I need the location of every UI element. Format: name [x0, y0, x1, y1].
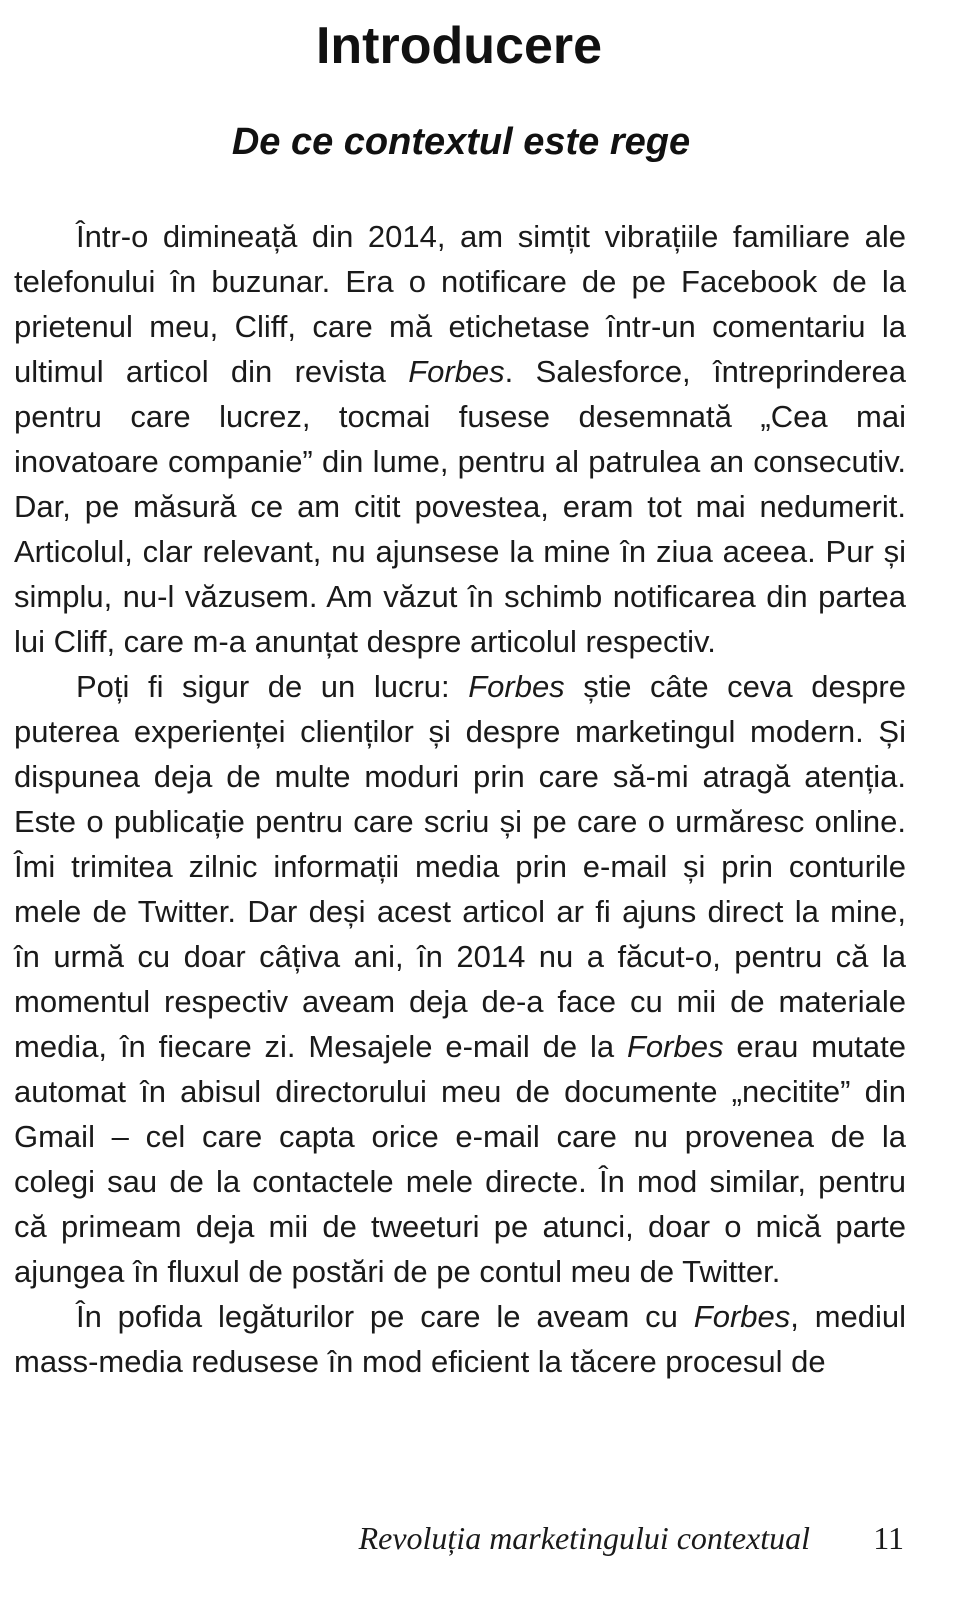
paragraph-3 [14, 1294, 906, 1384]
chapter-subtitle: De ce contextul este rege [231, 121, 691, 163]
paragraph-3-text-a: În pofida legăturilor pe care le aveam cu [76, 1299, 694, 1334]
page-footer [0, 1516, 978, 1560]
paragraph-3-text-b: , mediul mass-media redusese în mod eficient la tăcere procesul de [14, 1299, 907, 1379]
paragraph-2-text-b: știe câte ceva despre puterea experienței clienților și despre marketingul modern. Și dispunea deja de multe moduri prin care să-mi atragă atenția. Este o publicație pentru care scriu și pe care o urmăresc online. Îmi trimitea zilnic informații media prin e-mail și prin conturile mele de Twitter. Dar deși acest articol ar fi ajuns direct la mine, în urmă cu doar câțiva ani, în 2014 nu a făcut-o, pentru că la momentul respectiv aveam deja de-a face cu mii de materiale media, în fiecare zi. Mesajele e-mail de la [14, 669, 906, 1064]
forbes-italic: Forbes [408, 354, 505, 389]
forbes-italic: Forbes [468, 669, 565, 704]
paragraph-2 [14, 664, 906, 1294]
forbes-italic: Forbes [626, 1029, 724, 1064]
paragraph-2-text-a: Poți fi sigur de un lucru: [76, 669, 469, 704]
paragraph-1-text-a: Într-o dimineață din 2014, am simțit vibrațiile familiare ale telefonului în buzunar. Era o notificare de pe Facebook de la prietenul meu, Cliff, care mă etichetase într-un comentariu la ultimul articol din revista [14, 219, 906, 389]
chapter-title: Introducere [315, 17, 603, 75]
page-number: 11 [873, 1520, 904, 1556]
paragraph-2-text-c: erau mutate automat în abisul directorului meu de documente „necitite” din Gmail – cel care capta orice e-mail care nu provenea de la colegi sau de la contactele mele directe. În mod similar, pentru că primeam deja mii de tweeturi pe atunci, doar o mică parte ajungea în fluxul de postări de pe contul meu de Twitter. [14, 1029, 907, 1289]
body-text [14, 214, 906, 1384]
forbes-italic: Forbes [693, 1299, 791, 1334]
running-title: Revoluția marketingului contextual [358, 1520, 810, 1556]
paragraph-1 [14, 214, 906, 664]
paragraph-1-text-b: . Salesforce, întreprinderea pentru care lucrez, tocmai fusese desemnată „Cea mai inovatoare companie” din lume, pentru al patrulea an consecutiv. Dar, pe măsură ce am citit povestea, eram tot mai nedumerit. Articolul, clar relevant, nu ajunsese la mine în ziua aceea. Pur și simplu, nu-l văzusem. Am văzut în schimb notificarea din partea lui Cliff, care m-a anunțat despre articolul respectiv. [14, 354, 906, 659]
